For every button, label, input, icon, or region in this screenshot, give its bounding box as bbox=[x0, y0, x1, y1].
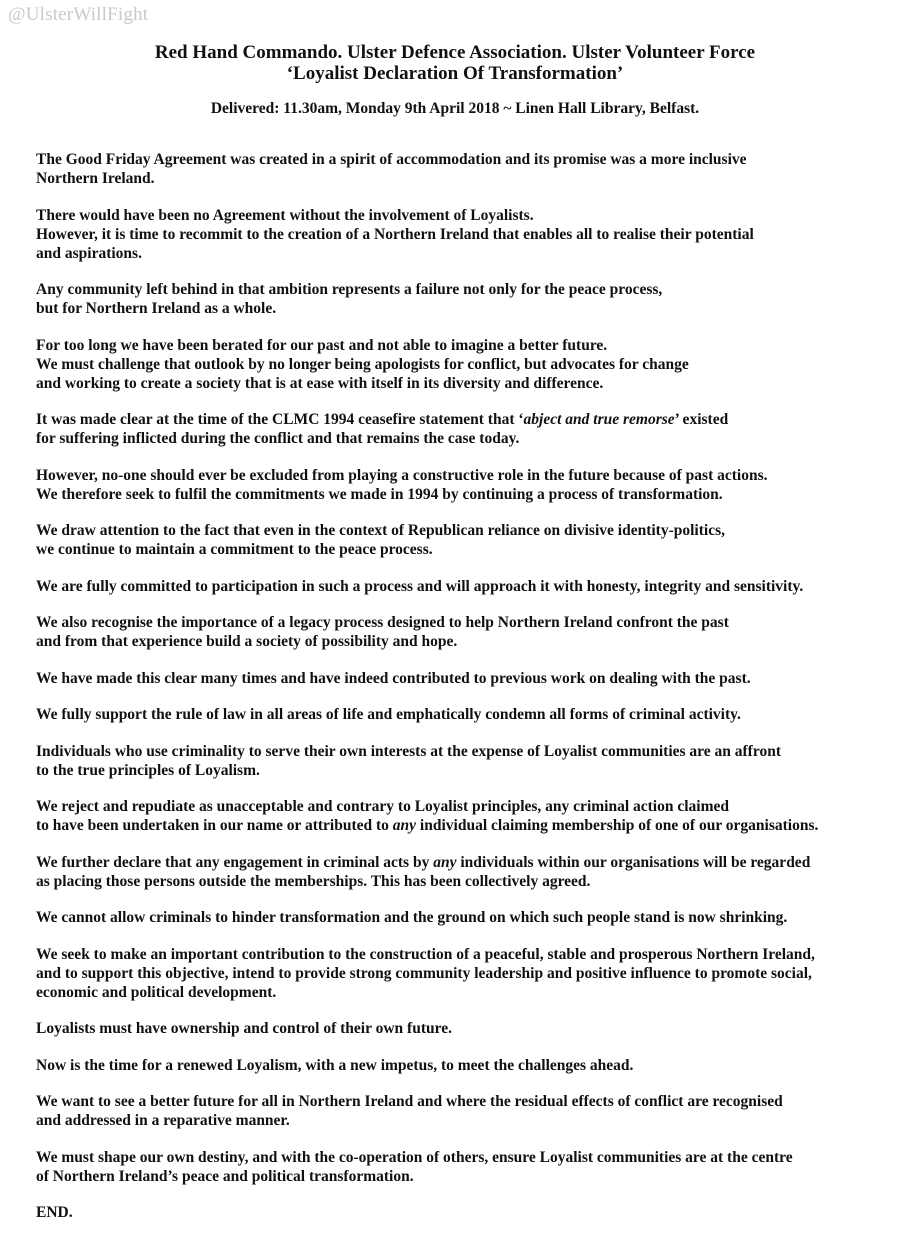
paragraph-line bbox=[36, 816, 896, 835]
paragraph-line: for suffering inflicted during the conflict and that remains the case today. bbox=[36, 430, 520, 447]
document-title-line2: ‘Loyalist Declaration Of Transformation’ bbox=[286, 63, 624, 84]
paragraph-line: but for Northern Ireland as a whole. bbox=[36, 300, 277, 317]
paragraph-line: and to support this objective, intend to provide strong community leadership and positive influence to promote social, bbox=[36, 964, 812, 982]
paragraph-line bbox=[36, 853, 896, 872]
paragraph-line: The Good Friday Agreement was created in a spirit of accommodation and its promise was a more inclusive bbox=[36, 151, 747, 168]
paragraph bbox=[36, 705, 896, 724]
paragraph-line: We fully support the rule of law in all areas of life and emphatically condemn all forms of criminal activity. bbox=[36, 706, 741, 723]
delivery-info: Delivered: 11.30am, Monday 9th April 2018 ~ Linen Hall Library, Belfast. bbox=[210, 100, 700, 117]
paragraph-line: We must shape our own destiny, and with the co-operation of others, ensure Loyalist communities are at the centre bbox=[36, 1148, 793, 1166]
paragraph bbox=[36, 1203, 896, 1222]
paragraph bbox=[36, 1148, 896, 1186]
text-segment: to have been undertaken in our name or attributed to bbox=[36, 817, 393, 834]
paragraph-line: We seek to make an important contribution to the construction of a peaceful, stable and prosperous Northern Ireland, bbox=[36, 945, 815, 963]
paragraph bbox=[36, 206, 896, 263]
text-segment: individuals within our organisations will be regarded bbox=[456, 853, 811, 871]
paragraph bbox=[36, 669, 896, 688]
paragraph-line: There would have been no Agreement without the involvement of Loyalists. bbox=[36, 206, 534, 224]
paragraph-line: We therefore seek to fulfil the commitments we made in 1994 by continuing a process of transformation. bbox=[36, 485, 723, 503]
paragraph bbox=[36, 150, 896, 188]
paragraph bbox=[36, 577, 896, 596]
emphasized-text: abject and true remorse bbox=[523, 411, 675, 428]
paragraph-line: We draw attention to the fact that even in the context of Republican reliance on divisive identity-politics, bbox=[36, 522, 725, 539]
paragraph-line: We cannot allow criminals to hinder transformation and the ground on which such people stand is now shrinking. bbox=[36, 909, 788, 926]
paragraph bbox=[36, 797, 896, 835]
paragraph-line: Now is the time for a renewed Loyalism, with a new impetus, to meet the challenges ahead. bbox=[36, 1056, 634, 1074]
paragraph bbox=[36, 521, 896, 559]
paragraph bbox=[36, 945, 896, 1002]
emphasized-text: any bbox=[392, 817, 417, 834]
paragraph bbox=[36, 908, 896, 927]
text-segment: individual claiming membership of one of our organisations. bbox=[416, 817, 819, 834]
text-segment: We further declare that any engagement in criminal acts by bbox=[36, 853, 434, 871]
paragraph-line: We reject and repudiate as unacceptable and contrary to Loyalist principles, any criminal action claimed bbox=[36, 798, 730, 815]
paragraph bbox=[36, 466, 896, 504]
paragraph-line: END. bbox=[36, 1204, 73, 1221]
paragraph-line: of Northern Ireland’s peace and political transformation. bbox=[36, 1167, 414, 1185]
paragraph-line: However, it is time to recommit to the creation of a Northern Ireland that enables all to realise their potential bbox=[36, 225, 754, 243]
text-segment: ’ existed bbox=[674, 411, 729, 428]
paragraph bbox=[36, 1092, 896, 1130]
paragraph-line: as placing those persons outside the memberships. This has been collectively agreed. bbox=[36, 872, 591, 890]
paragraph-line bbox=[36, 410, 896, 429]
paragraph-line: We also recognise the importance of a legacy process designed to help Northern Ireland confront the past bbox=[36, 614, 729, 631]
paragraph-line: Loyalists must have ownership and control of their own future. bbox=[36, 1020, 452, 1037]
paragraph-line: and working to create a society that is at ease with itself in its diversity and difference. bbox=[36, 374, 604, 392]
paragraph-line: economic and political development. bbox=[36, 983, 277, 1001]
paragraph bbox=[36, 853, 896, 891]
paragraph-line: We are fully committed to participation in such a process and will approach it with honesty, integrity and sensitivity. bbox=[36, 577, 804, 595]
paragraph-line: We have made this clear many times and have indeed contributed to previous work on dealing with the past. bbox=[36, 669, 751, 687]
watermark-handle: @UlsterWillFight bbox=[8, 4, 149, 25]
emphasized-text: any bbox=[433, 853, 457, 871]
paragraph-line: We want to see a better future for all in Northern Ireland and where the residual effects of conflict are recognised bbox=[36, 1093, 783, 1110]
paragraph-line: we continue to maintain a commitment to the peace process. bbox=[36, 541, 433, 558]
text-segment: It was made clear at the time of the CLMC 1994 ceasefire statement that ‘ bbox=[36, 411, 524, 428]
paragraph-line: and from that experience build a society of possibility and hope. bbox=[36, 633, 458, 650]
paragraph-line: and addressed in a reparative manner. bbox=[36, 1112, 290, 1129]
paragraph bbox=[36, 410, 896, 448]
paragraph-line: and aspirations. bbox=[36, 244, 142, 262]
paragraph-line: to the true principles of Loyalism. bbox=[36, 761, 260, 779]
paragraph bbox=[36, 336, 896, 393]
declaration-body bbox=[36, 150, 896, 1240]
paragraph-line: However, no-one should ever be excluded from playing a constructive role in the future because of past actions. bbox=[36, 466, 768, 484]
paragraph-line: Any community left behind in that ambition represents a failure not only for the peace process, bbox=[36, 281, 663, 298]
paragraph bbox=[36, 280, 896, 318]
document-title-line1: Red Hand Commando. Ulster Defence Association. Ulster Volunteer Force bbox=[154, 42, 756, 63]
paragraph bbox=[36, 1056, 896, 1075]
paragraph bbox=[36, 742, 896, 780]
paragraph-line: Northern Ireland. bbox=[36, 170, 155, 187]
paragraph-line: Individuals who use criminality to serve their own interests at the expense of Loyalist communities are an affront bbox=[36, 742, 781, 760]
paragraph bbox=[36, 613, 896, 651]
paragraph-line: We must challenge that outlook by no longer being apologists for conflict, but advocates for change bbox=[36, 355, 689, 373]
paragraph-line: For too long we have been berated for our past and not able to imagine a better future. bbox=[36, 336, 608, 354]
paragraph bbox=[36, 1019, 896, 1038]
